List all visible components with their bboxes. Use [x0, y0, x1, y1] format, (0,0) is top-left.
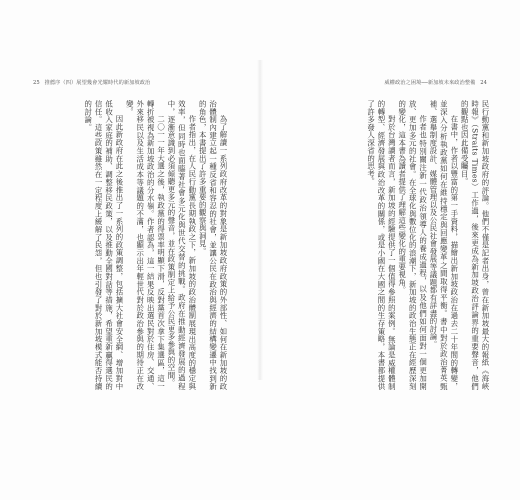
right-paragraph-2: 在書中，作者以豐富的第一手資料，描繪出新加坡政治在過去二十年間的轉變，並深入分析執政黨如何在維持穩定與回應變革之間取得平衡。書中對於政治菁英甄補、選舉制度設計、媒體管理以及公民社會發展等議題都有詳盡的討論。: [428, 100, 459, 390]
right-page-number: 24: [480, 80, 487, 86]
right-page: [260, 0, 520, 500]
left-paragraph-1: 為了解讀一系列政府改革的對象是新加坡政府政策的外部性、如何在新加坡的政治體制內建立起一種反省和容忍的社會，並讓公民在政治與經濟的結構變遷中找到新的角色，本書提出了許多重要的觀察與洞見。: [198, 100, 228, 390]
left-page-header: [30, 79, 150, 86]
left-paragraph-3: 二〇一一年大選之後，執政黨的得票率明顯下滑，反對黨首次拿下集選區，這一轉折被視為新加坡政治的分水嶺。作者認為，這一結果反映出選民對於住房、交通、外來移民以及生活成本等議題的不滿，也顯示出年輕世代對於政治參與的期待正在改變。: [125, 100, 166, 390]
right-paragraph-3: 作者也特別關注新一代政治領導人的養成過程，以及他們如何面對一個更加開放、更加多元的社會。在全球化與數位化的浪潮下，新加坡的政治生態正在經歷深刻的變化，這本書為讀者提供了理解這些變化的重要視角。: [397, 100, 428, 390]
right-paragraph-1: 民行動黨和新加坡政府的評論。他們不僅是記者出身，曾在新加坡最大的報紙《海峽時報》（Straits Times）工作過，後來更成為新加坡政治評論界的重要聲音，他們的觀點也因此備受矚目。: [460, 100, 490, 390]
left-running-head: 推薦序（四）展望幾會光耀時代的新加坡政治: [44, 80, 151, 86]
right-page-body: [292, 100, 490, 390]
left-paragraph-4: 因此新政府在此之後推出了一系列的政策調整，包括擴大社會安全網、增加對中低收入家庭的補助、調整移民政策，以及推動全國對話等措施，希望重新贏得選民的信任。這些政策雖然在一定程度上緩解了民怨，但也引發了對於新加坡模式能否持續的討論。: [83, 100, 124, 390]
left-paragraph-2: 作者指出，在人民行動黨長期執政之下，新加坡的政治體制展現出高度的穩定與效率，但同時也面臨著社會多元化與世代交替的挑戰。政府在推動經濟發展的過程中，逐漸意識到必須傾聽更多元的聲音，並在政策制定上給予公民更多參與的空間。: [166, 100, 197, 390]
right-paragraph-4: 對於台灣讀者而言，新加坡的經驗提供了一個值得參照的案例。無論是威權體制的轉型、經濟發展與政治改革的關係，或是小國在大國之間的生存策略，本書都提供了許多發人深省的思考。: [366, 100, 397, 390]
right-running-head: 威權政治之困境──新加坡未來政治整備: [384, 80, 476, 86]
left-page-body: [32, 100, 228, 390]
right-page-header: [384, 79, 490, 86]
left-page-number: 25: [33, 80, 40, 86]
